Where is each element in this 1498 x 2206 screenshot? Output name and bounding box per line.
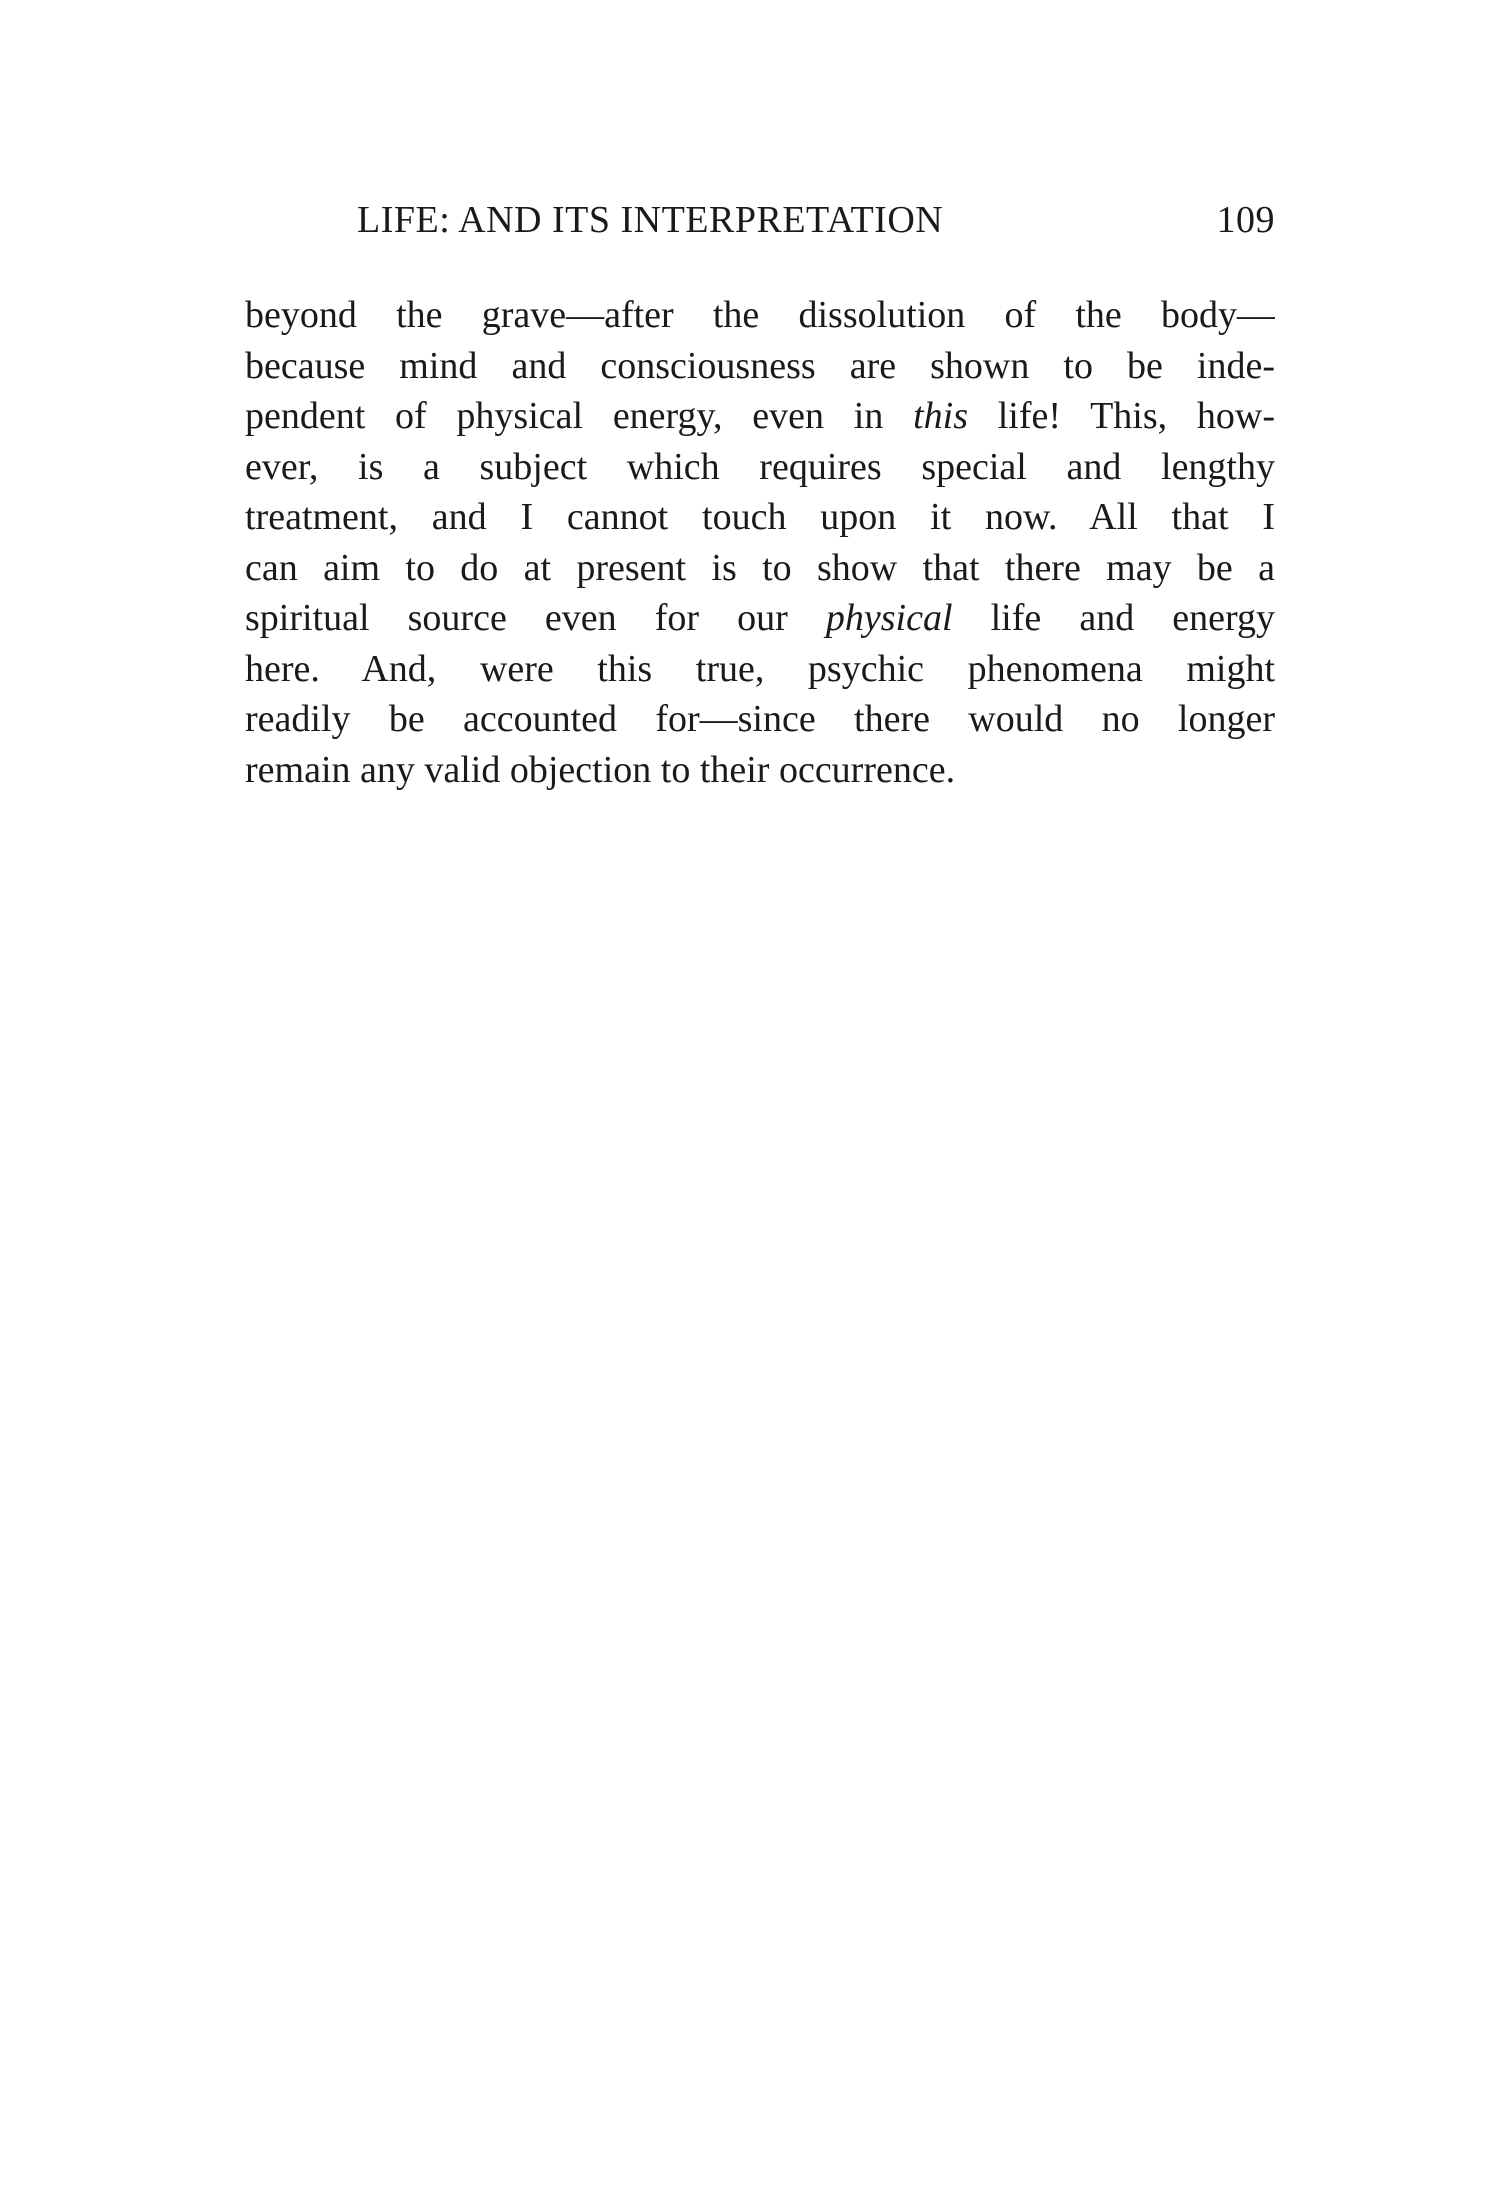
text-line: pendent of physical energy, even in this life! This, how- [245,395,1275,437]
text-line: here. And, were this true, psychic phenomena might [245,647,1275,690]
body-paragraph [245,290,1275,795]
text-line: readily be accounted for—since there would no longer [245,698,1275,740]
text-line: because mind and consciousness are shown to be inde- [245,344,1275,387]
running-head [245,198,1275,248]
text-line: treatment, and I cannot touch upon it now. All that I [245,496,1275,538]
emphasis: physical [825,597,953,639]
text-line: ever, is a subject which requires special and lengthy [245,445,1275,488]
text-line: spiritual source even for our physical life and energy [245,597,1275,639]
text-line: can aim to do at present is to show that there may be a [245,546,1275,589]
running-title: LIFE: AND ITS INTERPRETATION [357,199,944,241]
text-line: remain any valid objection to their occurrence. [245,748,956,791]
page-number: 109 [1216,199,1275,241]
text-line: beyond the grave—after the dissolution of the body— [245,294,1275,336]
emphasis: this [913,395,968,437]
